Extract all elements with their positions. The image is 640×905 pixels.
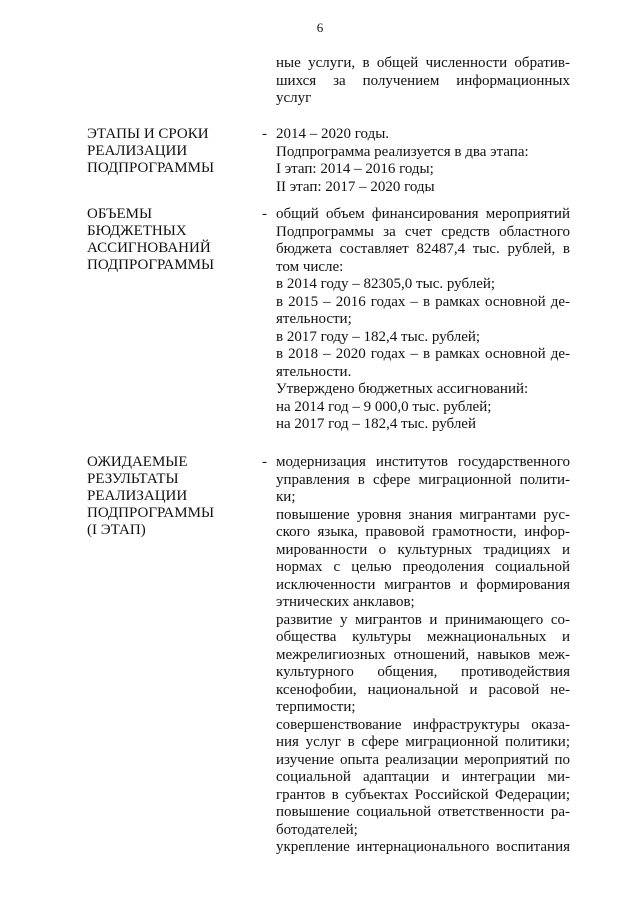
- text-line: II этап: 2017 – 2020 годы: [276, 178, 435, 195]
- text-line: ятельности;: [276, 311, 352, 327]
- label-line: ПОДПРОГРАММЫ: [87, 257, 215, 273]
- label-line: АССИГНОВАНИЙ: [87, 240, 211, 256]
- label-line: ЭТАПЫ И СРОКИ: [87, 126, 209, 142]
- label-line: БЮДЖЕТНЫХ: [87, 223, 187, 239]
- text-line: совершенствование инфраструктуры оказа-: [276, 716, 570, 733]
- label-line: РЕАЛИЗАЦИИ: [87, 488, 188, 504]
- section-dash: -: [262, 126, 267, 142]
- label-line: РЕЗУЛЬТАТЫ: [87, 471, 179, 487]
- label-line: ПОДПРОГРАММЫ: [87, 505, 215, 521]
- section-label-budget: [87, 206, 262, 274]
- text-line: шихся за получением информационных: [276, 72, 570, 89]
- text-line: исключенности мигрантов и формирования: [276, 576, 570, 593]
- label-line: ПОДПРОГРАММЫ: [87, 160, 215, 176]
- label-line: ОЖИДАЕМЫЕ: [87, 454, 188, 470]
- section-content-budget: [276, 206, 570, 434]
- text-line: повышение уровня знания мигрантами рус-: [276, 506, 570, 523]
- text-line: в 2014 году – 82305,0 тыс. рублей;: [276, 276, 496, 292]
- section-content-stages: [276, 126, 570, 196]
- text-line: общий объем финансирования мероприятий: [276, 206, 570, 222]
- text-line: изучение опыта реализации мероприятий по: [276, 751, 570, 768]
- text-line: ки;: [276, 489, 296, 505]
- text-line: социальной адаптации и интеграции ми-: [276, 769, 570, 785]
- text-line: в 2017 году – 182,4 тыс. рублей;: [276, 328, 481, 345]
- text-line: межрелигиозных отношений, навыков меж-: [276, 646, 570, 663]
- text-line: бюджета составляет 82487,4 тыс. рублей, в: [276, 241, 570, 257]
- section-label-results: [87, 454, 262, 539]
- text-line: том числе:: [276, 258, 344, 275]
- text-line: ского языка, правовой грамотности, инфор-: [276, 524, 570, 540]
- text-line: терпимости;: [276, 699, 356, 715]
- page-number: 6: [316, 20, 324, 35]
- text-line: услуг: [276, 90, 312, 106]
- text-line: на 2014 год – 9 000,0 тыс. рублей;: [276, 398, 492, 415]
- text-line: I этап: 2014 – 2016 годы;: [276, 161, 434, 177]
- text-line: нормах с целью преодоления социальной: [276, 559, 570, 575]
- text-line: на 2017 год – 182,4 тыс. рублей: [276, 416, 476, 432]
- section-dash: -: [262, 454, 267, 470]
- text-line: культурного общения, противодействия: [276, 664, 570, 680]
- text-line: ятельности.: [276, 363, 352, 380]
- label-line: РЕАЛИЗАЦИИ: [87, 143, 188, 159]
- text-line: Подпрограмма реализуется в два этапа:: [276, 143, 529, 160]
- text-line: 2014 – 2020 годы.: [276, 126, 390, 142]
- text-line: модернизация институтов государственного: [276, 454, 570, 470]
- label-line: (I ЭТАП): [87, 522, 146, 538]
- text-line: этнических анклавов;: [276, 594, 415, 610]
- text-line: ксенофобии, национальной и расовой не-: [276, 681, 570, 698]
- section-content-results: [276, 454, 570, 857]
- text-line: общества культуры межнациональных и: [276, 629, 570, 645]
- text-line: Утверждено бюджетных ассигнований:: [276, 381, 529, 397]
- text-line: ния услуг в сфере миграционной политики;: [276, 734, 570, 750]
- section-label-stages: [87, 126, 262, 177]
- text-line: мированности о культурных традициях и: [276, 541, 570, 558]
- text-line: грантов в субъектах Российской Федерации;: [276, 786, 570, 803]
- text-line: ботодателей;: [276, 821, 358, 838]
- text-line: повышение социальной ответственности ра-: [276, 804, 570, 820]
- continuation-text: [276, 55, 570, 108]
- text-line: развитие у мигрантов и принимающего со-: [276, 611, 570, 628]
- text-line: в 2018 – 2020 годах – в рамках основной де-: [276, 346, 570, 362]
- section-dash: -: [262, 206, 267, 222]
- text-line: в 2015 – 2016 годах – в рамках основной де-: [276, 293, 570, 310]
- text-line: ные услуги, в общей численности обратив-: [276, 55, 570, 71]
- text-line: управления в сфере миграционной полити-: [276, 471, 570, 488]
- text-line: укрепление интернационального воспитания: [276, 839, 570, 855]
- label-line: ОБЪЕМЫ: [87, 206, 153, 222]
- text-line: Подпрограммы за счет средств областного: [276, 223, 570, 240]
